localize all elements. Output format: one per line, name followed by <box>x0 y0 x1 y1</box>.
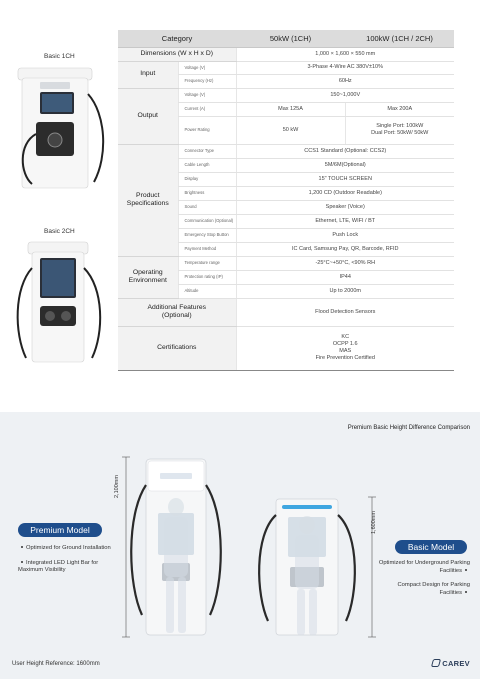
basic-height-label: 1,600mm <box>371 511 377 534</box>
certification-item: OCPP 1.6 <box>332 341 358 348</box>
certification-item: Fire Prevention Certified <box>315 354 375 361</box>
output-voltage-label: Voltage (V) <box>178 88 236 102</box>
env-sub-label: Protection rating (IP) <box>178 270 236 284</box>
premium-feature-text: Integrated LED Light Bar for Maximum Visibility <box>18 559 99 574</box>
premium-feature-list <box>18 545 118 575</box>
comparison-title: Premium Basic Height Difference Comparison <box>347 425 470 431</box>
certifications-value <box>236 326 454 370</box>
header-category: Category <box>118 30 236 47</box>
spec-value: 15" TOUCH SCREEN <box>236 172 454 186</box>
logo-mark-icon <box>431 659 441 667</box>
basic-model-badge: Basic Model <box>395 540 467 554</box>
bullet-icon <box>21 546 23 548</box>
basic-1ch-label: Basic 1CH <box>44 53 75 60</box>
env-value: Up to 2000m <box>236 284 454 298</box>
certification-item: MAS <box>339 348 352 354</box>
env-sub-label: Temperature range <box>178 256 236 270</box>
logo-text: CAREV <box>442 659 470 668</box>
output-power-100-dual: Dual Port: 50kW/ 50kW <box>371 130 429 136</box>
premium-feature-item <box>18 545 118 553</box>
table-row <box>118 298 454 326</box>
additional-features-label <box>118 298 236 326</box>
input-frequency-label: Frequency (Hz) <box>178 74 236 88</box>
basic-feature-list <box>378 560 470 597</box>
product-spec-label-line2: Specifications <box>126 200 169 207</box>
bullet-icon <box>465 591 467 593</box>
dimensions-label: Dimensions (W x H x D) <box>118 47 236 61</box>
input-label: Input <box>118 61 178 88</box>
spec-sub-label: Display <box>178 172 236 186</box>
output-current-50: Max 125A <box>236 102 345 116</box>
basic-feature-text: Optimized for Underground Parking Facilities <box>378 560 470 574</box>
env-value: -25°C~+50°C, <90% RH <box>236 256 454 270</box>
spec-value: Push Lock <box>236 228 454 242</box>
header-100kw: 100kW (1CH / 2CH) <box>345 30 454 47</box>
basic-2ch-label: Basic 2CH <box>44 228 75 235</box>
bullet-icon <box>465 569 467 571</box>
spec-value: 1,200 CD (Outdoor Readable) <box>236 186 454 200</box>
header-50kw: 50kW (1CH) <box>236 30 345 47</box>
output-power-label: Power Rating <box>178 116 236 144</box>
premium-feature-item <box>18 560 118 575</box>
basic-2ch-charger-image <box>10 238 110 366</box>
spec-value: 5M/6M(Optional) <box>236 158 454 172</box>
additional-features-line1: Additional Features <box>147 303 207 311</box>
basic-charger-image <box>250 495 382 641</box>
spec-value: Speaker (Voice) <box>236 200 454 214</box>
additional-features-value: Flood Detection Sensors <box>236 298 454 326</box>
product-spec-label <box>118 144 178 256</box>
spec-sub-label: Emergency Stop Button <box>178 228 236 242</box>
operating-env-label-line2: Environment <box>128 277 167 284</box>
spec-sub-label: Brightness <box>178 186 236 200</box>
env-value: IP44 <box>236 270 454 284</box>
user-height-reference: User Height Reference: 1600mm <box>12 661 100 667</box>
output-current-label: Current (A) <box>178 102 236 116</box>
certification-item: KC <box>341 334 350 341</box>
spec-sub-label: Payment Method <box>178 242 236 256</box>
output-current-100: Max 200A <box>345 102 454 116</box>
table-row <box>118 88 454 102</box>
output-power-50: 50 kW <box>236 116 345 144</box>
table-header-row <box>118 30 454 47</box>
dimensions-value: 1,000 × 1,600 × 550 mm <box>236 47 454 61</box>
spec-value: IC Card, Samsung Pay, QR, Barcode, RFID <box>236 242 454 256</box>
output-label: Output <box>118 88 178 144</box>
premium-height-label: 2,100mm <box>114 475 120 498</box>
spec-table <box>118 30 454 371</box>
operating-env-label <box>118 256 178 298</box>
spec-value: Ethernet, LTE, WIFI / BT <box>236 214 454 228</box>
brand-logo <box>432 659 470 668</box>
premium-feature-text: Optimized for Ground Installation <box>26 545 111 551</box>
bullet-icon <box>21 561 23 563</box>
basic-1ch-charger-image <box>10 64 110 192</box>
output-power-100 <box>345 116 454 144</box>
spec-sub-label: Connector Type <box>178 144 236 158</box>
input-frequency-value: 60Hz <box>236 74 454 88</box>
premium-charger-image <box>118 455 238 641</box>
table-row <box>118 61 454 74</box>
spec-value: CCS1 Standard (Optional: CCS2) <box>236 144 454 158</box>
operating-env-label-line1: Operating <box>132 268 163 276</box>
table-row <box>118 144 454 158</box>
env-sub-label: Altitude <box>178 284 236 298</box>
input-voltage-value: 3-Phase 4-Wire AC 380V±10% <box>236 61 454 74</box>
output-voltage-value: 150~1,000V <box>236 88 454 102</box>
premium-model-badge: Premium Model <box>18 523 102 537</box>
certifications-label: Certifications <box>118 326 236 370</box>
basic-feature-item <box>378 560 470 575</box>
spec-sub-label: Cable Length <box>178 158 236 172</box>
spec-sub-label: Communication (Optional) <box>178 214 236 228</box>
additional-features-line2: (Optional) <box>161 312 192 319</box>
spec-sub-label: Sound <box>178 200 236 214</box>
table-row <box>118 326 454 370</box>
table-row <box>118 47 454 61</box>
input-voltage-label: Voltage (V) <box>178 61 236 74</box>
basic-feature-text: Compact Design for Parking Facilities <box>397 582 470 596</box>
product-spec-label-line1: Product <box>136 191 160 199</box>
table-row <box>118 256 454 270</box>
output-power-100-single: Single Port: 100kW <box>376 123 424 130</box>
basic-feature-item <box>378 582 470 597</box>
